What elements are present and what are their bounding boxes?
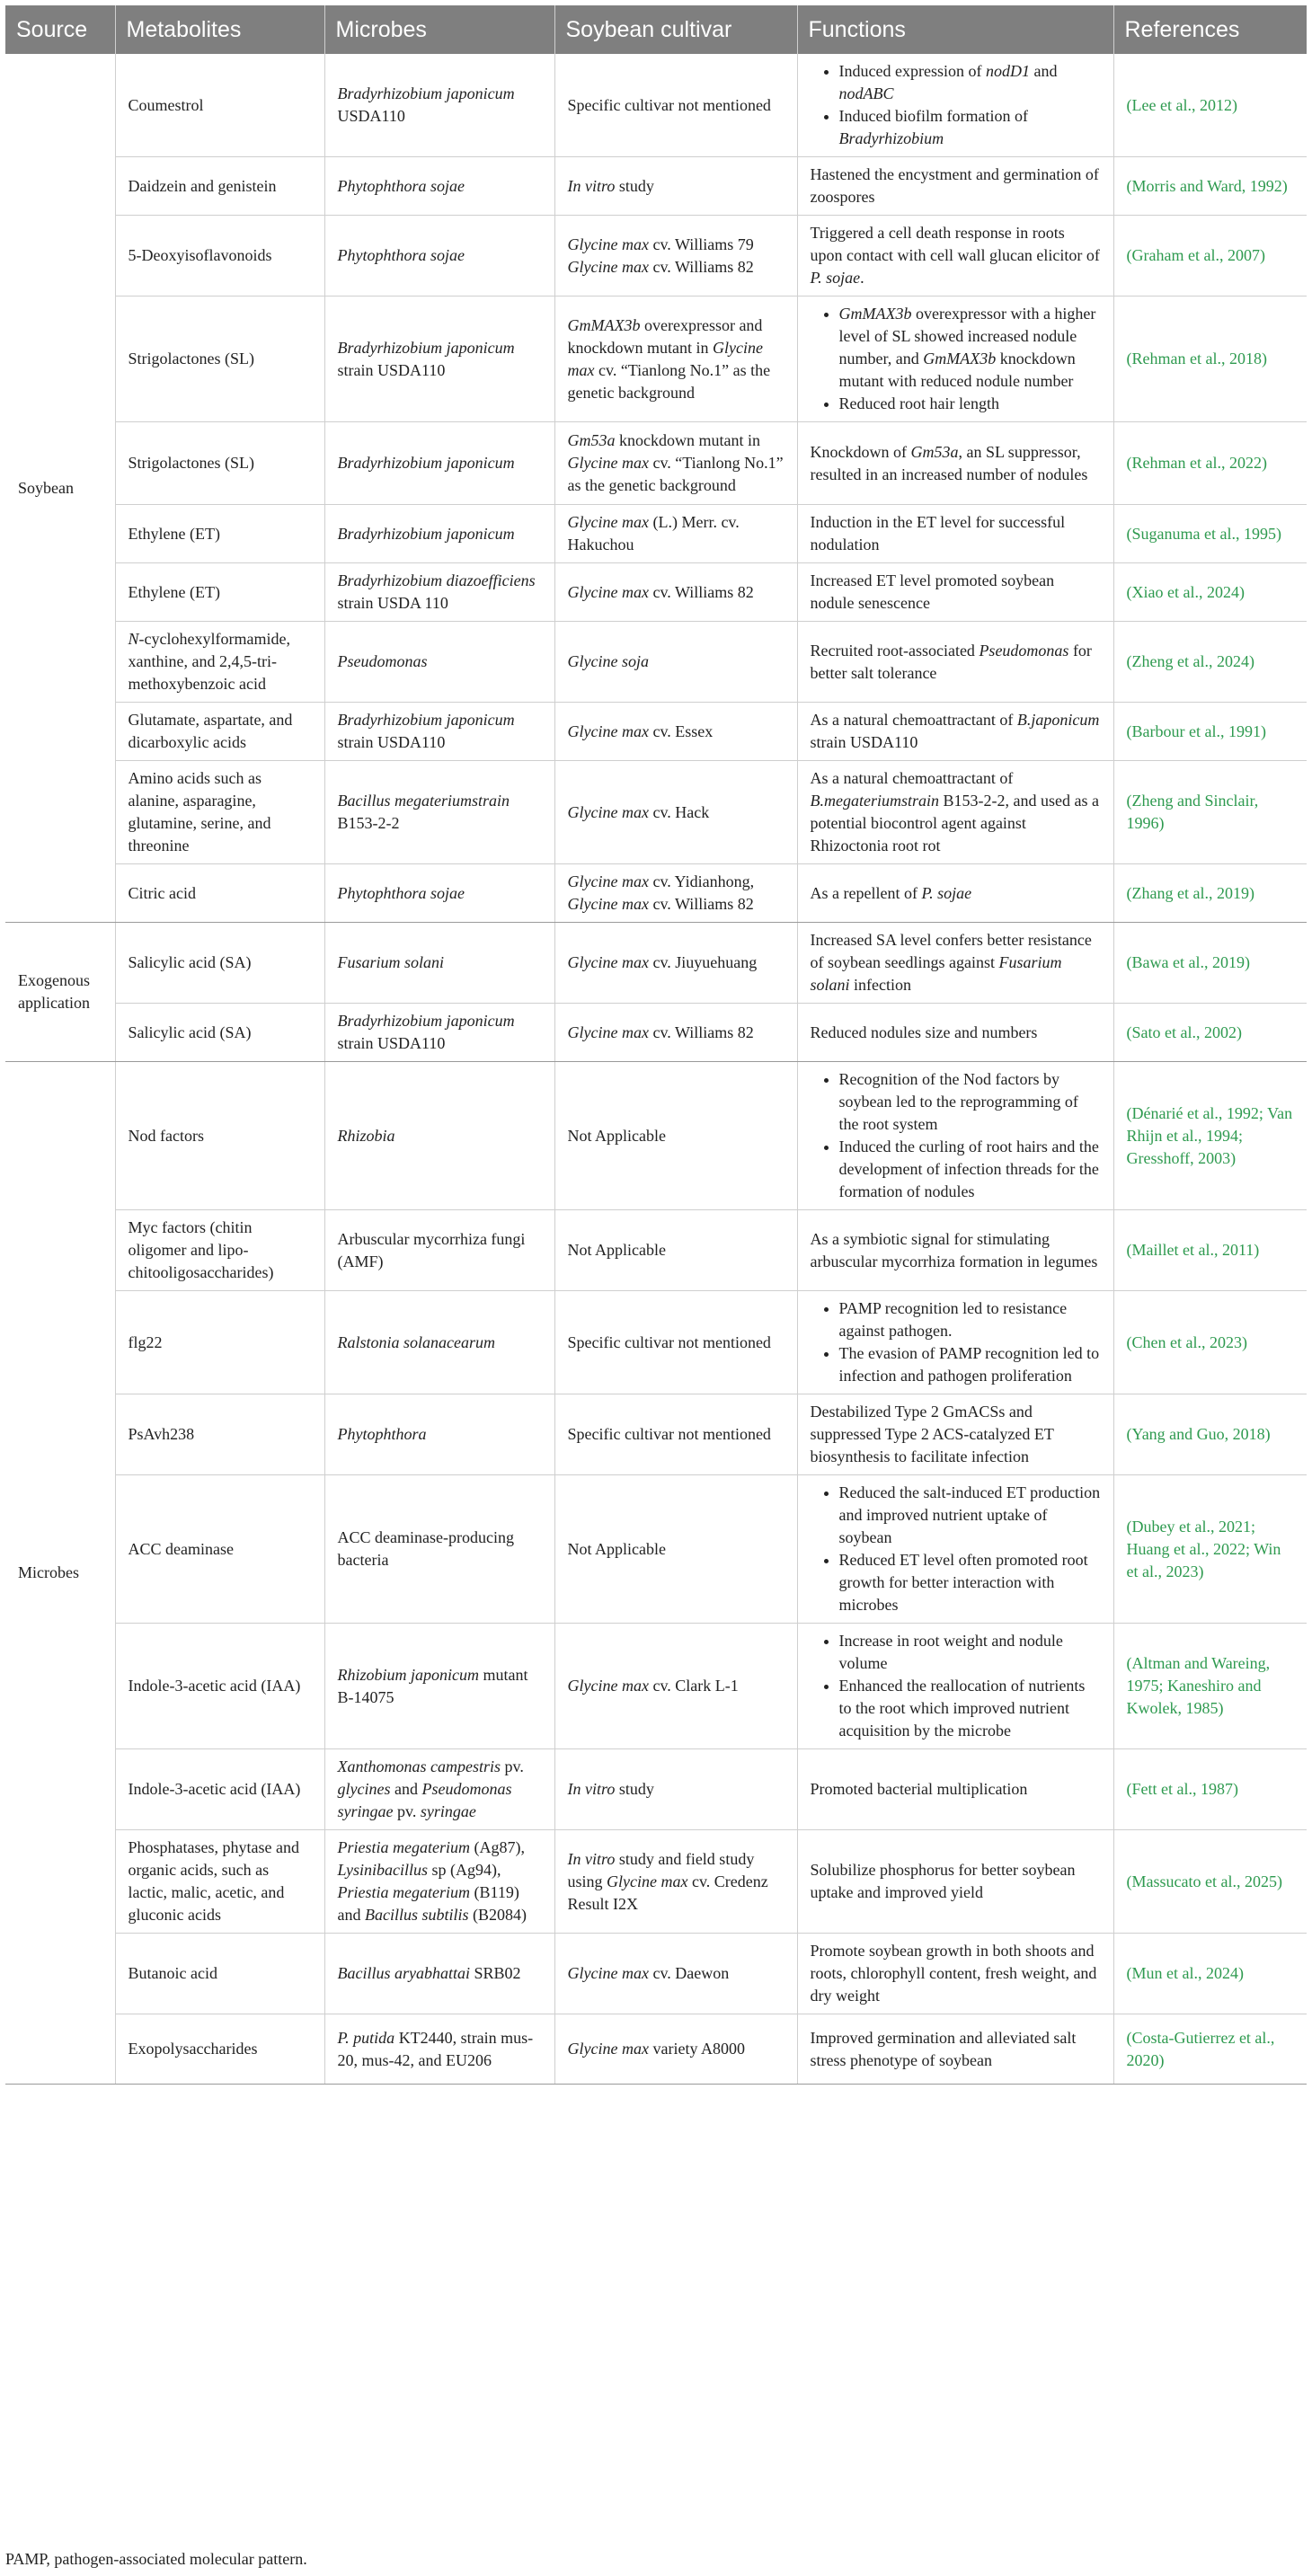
metabolites-cell: Strigolactones (SL) <box>115 297 324 422</box>
microbes-cell: Bacillus aryabhattai SRB02 <box>324 1934 554 2014</box>
table-row <box>5 1934 1307 2014</box>
microbes-cell: Priestia megaterium (Ag87), Lysinibacillus sp (Ag94), Priestia megaterium (B119) and Bacillus subtilis (B2084) <box>324 1830 554 1934</box>
table-row <box>5 297 1307 422</box>
functions-cell: Promoted bacterial multiplication <box>797 1749 1113 1830</box>
functions-cell: As a natural chemoattractant of B.megateriumstrain B153-2-2, and used as a potential biocontrol agent against Rhizoctonia root rot <box>797 761 1113 864</box>
header-soybean-cultivar: Soybean cultivar <box>554 5 797 54</box>
cultivar-cell: Specific cultivar not mentioned <box>554 1291 797 1394</box>
cultivar-cell: Not Applicable <box>554 1062 797 1210</box>
table-row <box>5 216 1307 297</box>
functions-cell <box>797 1062 1113 1210</box>
microbes-cell: Bradyrhizobium japonicum strain USDA110 <box>324 703 554 761</box>
functions-list <box>811 1068 1101 1203</box>
metabolites-cell: Nod factors <box>115 1062 324 1210</box>
cultivar-cell: Glycine max cv. Clark L-1 <box>554 1624 797 1749</box>
references-cell: (Bawa et al., 2019) <box>1113 923 1307 1004</box>
table-row <box>5 422 1307 505</box>
metabolites-cell: Indole-3-acetic acid (IAA) <box>115 1749 324 1830</box>
metabolites-cell: flg22 <box>115 1291 324 1394</box>
references-cell: (Yang and Guo, 2018) <box>1113 1394 1307 1475</box>
functions-cell: Triggered a cell death response in roots upon contact with cell wall glucan elicitor of P. sojae. <box>797 216 1113 297</box>
table-row <box>5 1624 1307 1749</box>
functions-cell <box>797 1475 1113 1624</box>
source-cell: Exogenous application <box>5 923 115 1062</box>
microbes-cell: Bradyrhizobium diazoefficiens strain USDA 110 <box>324 563 554 622</box>
source-cell: Microbes <box>5 1062 115 2085</box>
metabolites-cell: Salicylic acid (SA) <box>115 923 324 1004</box>
cultivar-cell: Specific cultivar not mentioned <box>554 1394 797 1475</box>
functions-cell <box>797 1291 1113 1394</box>
functions-cell <box>797 297 1113 422</box>
header-functions: Functions <box>797 5 1113 54</box>
functions-list-item: • Reduced ET level often promoted root growth for better interaction with microbes <box>839 1549 1101 1616</box>
microbes-cell: ACC deaminase-producing bacteria <box>324 1475 554 1624</box>
table-row <box>5 761 1307 864</box>
table-row <box>5 622 1307 703</box>
functions-list-item: • PAMP recognition led to resistance against pathogen. <box>839 1297 1101 1342</box>
functions-list-item: • Induced the curling of root hairs and the development of infection threads for the formation of nodules <box>839 1136 1101 1203</box>
cultivar-cell: Specific cultivar not mentioned <box>554 54 797 157</box>
cultivar-cell: Gm53a knockdown mutant in Glycine max cv. “Tianlong No.1” as the genetic background <box>554 422 797 505</box>
microbes-cell: Phytophthora sojae <box>324 864 554 923</box>
functions-list <box>811 1630 1101 1742</box>
table-row <box>5 923 1307 1004</box>
metabolites-cell: Strigolactones (SL) <box>115 422 324 505</box>
metabolites-cell: Amino acids such as alanine, asparagine, glutamine, serine, and threonine <box>115 761 324 864</box>
microbes-cell: Ralstonia solanacearum <box>324 1291 554 1394</box>
cultivar-cell: Not Applicable <box>554 1210 797 1291</box>
table-row <box>5 1291 1307 1394</box>
cultivar-cell: Glycine max cv. Essex <box>554 703 797 761</box>
microbes-cell: Xanthomonas campestris pv. glycines and Pseudomonas syringae pv. syringae <box>324 1749 554 1830</box>
metabolites-cell: Butanoic acid <box>115 1934 324 2014</box>
cultivar-cell: Glycine max cv. Jiuyuehuang <box>554 923 797 1004</box>
cultivar-cell: Glycine soja <box>554 622 797 703</box>
functions-list <box>811 303 1101 415</box>
functions-list <box>811 1482 1101 1616</box>
table-row <box>5 1004 1307 1062</box>
references-cell: (Rehman et al., 2022) <box>1113 422 1307 505</box>
table-footnote: PAMP, pathogen-associated molecular pattern. <box>5 2550 307 2568</box>
table-row <box>5 2014 1307 2085</box>
functions-cell: Increased SA level confers better resistance of soybean seedlings against Fusarium solani infection <box>797 923 1113 1004</box>
functions-cell: As a natural chemoattractant of B.japonicum strain USDA110 <box>797 703 1113 761</box>
functions-list-item: • Induced expression of nodD1 and nodABC <box>839 60 1101 105</box>
microbes-cell: Bradyrhizobium japonicum USDA110 <box>324 54 554 157</box>
functions-list <box>811 1297 1101 1387</box>
table-row <box>5 1830 1307 1934</box>
references-cell: (Zheng and Sinclair, 1996) <box>1113 761 1307 864</box>
metabolites-cell: PsAvh238 <box>115 1394 324 1475</box>
metabolites-cell: Citric acid <box>115 864 324 923</box>
table-row <box>5 1475 1307 1624</box>
metabolites-cell: Glutamate, aspartate, and dicarboxylic acids <box>115 703 324 761</box>
references-cell: (Maillet et al., 2011) <box>1113 1210 1307 1291</box>
cultivar-cell: In vitro study <box>554 157 797 216</box>
references-cell: (Rehman et al., 2018) <box>1113 297 1307 422</box>
functions-list-item: • Reduced the salt-induced ET production and improved nutrient uptake of soybean <box>839 1482 1101 1549</box>
references-cell: (Mun et al., 2024) <box>1113 1934 1307 2014</box>
table-row <box>5 1749 1307 1830</box>
microbes-cell: Rhizobia <box>324 1062 554 1210</box>
references-cell: (Zhang et al., 2019) <box>1113 864 1307 923</box>
references-cell: (Dubey et al., 2021; Huang et al., 2022; Win et al., 2023) <box>1113 1475 1307 1624</box>
microbes-cell: Bacillus megateriumstrain B153-2-2 <box>324 761 554 864</box>
table-row <box>5 505 1307 563</box>
cultivar-cell: Glycine max (L.) Merr. cv. Hakuchou <box>554 505 797 563</box>
microbes-cell: P. putida KT2440, strain mus-20, mus-42, and EU206 <box>324 2014 554 2085</box>
functions-cell: Increased ET level promoted soybean nodule senescence <box>797 563 1113 622</box>
microbes-cell: Bradyrhizobium japonicum <box>324 422 554 505</box>
table-row <box>5 703 1307 761</box>
microbes-cell: Bradyrhizobium japonicum <box>324 505 554 563</box>
metabolites-cell: Myc factors (chitin oligomer and lipo-chitooligosaccharides) <box>115 1210 324 1291</box>
functions-cell <box>797 54 1113 157</box>
functions-list-item: • Recognition of the Nod factors by soybean led to the reprogramming of the root system <box>839 1068 1101 1136</box>
functions-cell: Improved germination and alleviated salt stress phenotype of soybean <box>797 2014 1113 2085</box>
functions-cell: As a repellent of P. sojae <box>797 864 1113 923</box>
metabolites-cell: Indole-3-acetic acid (IAA) <box>115 1624 324 1749</box>
functions-cell: Promote soybean growth in both shoots and roots, chlorophyll content, fresh weight, and dry weight <box>797 1934 1113 2014</box>
metabolites-cell: 5-Deoxyisoflavonoids <box>115 216 324 297</box>
metabolites-cell: Coumestrol <box>115 54 324 157</box>
cultivar-cell: Glycine max cv. Daewon <box>554 1934 797 2014</box>
header-references: References <box>1113 5 1307 54</box>
metabolites-cell: ACC deaminase <box>115 1475 324 1624</box>
table-row <box>5 54 1307 157</box>
references-cell: (Sato et al., 2002) <box>1113 1004 1307 1062</box>
metabolites-cell: Ethylene (ET) <box>115 563 324 622</box>
cultivar-cell: Glycine max cv. Williams 82 <box>554 1004 797 1062</box>
references-cell: (Chen et al., 2023) <box>1113 1291 1307 1394</box>
functions-list-item: • Reduced root hair length <box>839 393 1101 415</box>
cultivar-cell: In vitro study and field study using Glycine max cv. Credenz Result I2X <box>554 1830 797 1934</box>
functions-cell <box>797 1624 1113 1749</box>
cultivar-cell: Not Applicable <box>554 1475 797 1624</box>
metabolites-cell: Ethylene (ET) <box>115 505 324 563</box>
references-cell: (Suganuma et al., 1995) <box>1113 505 1307 563</box>
microbes-cell: Rhizobium japonicum mutant B-14075 <box>324 1624 554 1749</box>
functions-cell: Induction in the ET level for successful nodulation <box>797 505 1113 563</box>
references-cell: (Dénarié et al., 1992; Van Rhijn et al., 1994; Gresshoff, 2003) <box>1113 1062 1307 1210</box>
functions-cell: Solubilize phosphorus for better soybean uptake and improved yield <box>797 1830 1113 1934</box>
metabolites-cell: Exopolysaccharides <box>115 2014 324 2085</box>
metabolites-table <box>5 5 1307 2085</box>
microbes-cell: Bradyrhizobium japonicum strain USDA110 <box>324 1004 554 1062</box>
references-cell: (Massucato et al., 2025) <box>1113 1830 1307 1934</box>
cultivar-cell: Glycine max cv. Williams 79 Glycine max cv. Williams 82 <box>554 216 797 297</box>
cultivar-cell: In vitro study <box>554 1749 797 1830</box>
cultivar-cell: Glycine max variety A8000 <box>554 2014 797 2085</box>
header-source: Source <box>5 5 115 54</box>
microbes-cell: Pseudomonas <box>324 622 554 703</box>
functions-list-item: • Increase in root weight and nodule volume <box>839 1630 1101 1675</box>
table-row <box>5 864 1307 923</box>
references-cell: (Fett et al., 1987) <box>1113 1749 1307 1830</box>
functions-cell: Knockdown of Gm53a, an SL suppressor, resulted in an increased number of nodules <box>797 422 1113 505</box>
microbes-cell: Phytophthora sojae <box>324 216 554 297</box>
table-row <box>5 1210 1307 1291</box>
table-row <box>5 1394 1307 1475</box>
header-row <box>5 5 1307 54</box>
header-metabolites: Metabolites <box>115 5 324 54</box>
references-cell: (Graham et al., 2007) <box>1113 216 1307 297</box>
header-microbes: Microbes <box>324 5 554 54</box>
references-cell: (Morris and Ward, 1992) <box>1113 157 1307 216</box>
references-cell: (Altman and Wareing, 1975; Kaneshiro and Kwolek, 1985) <box>1113 1624 1307 1749</box>
functions-list-item: • The evasion of PAMP recognition led to infection and pathogen proliferation <box>839 1342 1101 1387</box>
table-row <box>5 157 1307 216</box>
references-cell: (Barbour et al., 1991) <box>1113 703 1307 761</box>
table-row <box>5 563 1307 622</box>
functions-list-item: • Induced biofilm formation of Bradyrhizobium <box>839 105 1101 150</box>
microbes-cell: Bradyrhizobium japonicum strain USDA110 <box>324 297 554 422</box>
references-cell: (Xiao et al., 2024) <box>1113 563 1307 622</box>
functions-cell: As a symbiotic signal for stimulating arbuscular mycorrhiza formation in legumes <box>797 1210 1113 1291</box>
metabolites-cell: Phosphatases, phytase and organic acids, such as lactic, malic, acetic, and gluconic acids <box>115 1830 324 1934</box>
metabolites-cell: N-cyclohexylformamide, xanthine, and 2,4,5-tri-methoxybenzoic acid <box>115 622 324 703</box>
microbes-cell: Phytophthora <box>324 1394 554 1475</box>
metabolites-cell: Salicylic acid (SA) <box>115 1004 324 1062</box>
functions-cell: Reduced nodules size and numbers <box>797 1004 1113 1062</box>
functions-list <box>811 60 1101 150</box>
references-cell: (Costa-Gutierrez et al., 2020) <box>1113 2014 1307 2085</box>
cultivar-cell: GmMAX3b overexpressor and knockdown mutant in Glycine max cv. “Tianlong No.1” as the genetic background <box>554 297 797 422</box>
cultivar-cell: Glycine max cv. Hack <box>554 761 797 864</box>
functions-list-item: • Enhanced the reallocation of nutrients to the root which improved nutrient acquisition by the microbe <box>839 1675 1101 1742</box>
functions-list-item: • GmMAX3b overexpressor with a higher level of SL showed increased nodule number, and GmMAX3b knockdown mutant with reduced nodule number <box>839 303 1101 393</box>
functions-cell: Hastened the encystment and germination of zoospores <box>797 157 1113 216</box>
cultivar-cell: Glycine max cv. Williams 82 <box>554 563 797 622</box>
table-row <box>5 1062 1307 1210</box>
references-cell: (Zheng et al., 2024) <box>1113 622 1307 703</box>
source-cell: Soybean <box>5 54 115 923</box>
functions-cell: Destabilized Type 2 GmACSs and suppressed Type 2 ACS-catalyzed ET biosynthesis to facilitate infection <box>797 1394 1113 1475</box>
microbes-cell: Phytophthora sojae <box>324 157 554 216</box>
microbes-cell: Arbuscular mycorrhiza fungi (AMF) <box>324 1210 554 1291</box>
functions-cell: Recruited root-associated Pseudomonas for better salt tolerance <box>797 622 1113 703</box>
microbes-cell: Fusarium solani <box>324 923 554 1004</box>
metabolites-cell: Daidzein and genistein <box>115 157 324 216</box>
references-cell: (Lee et al., 2012) <box>1113 54 1307 157</box>
cultivar-cell: Glycine max cv. Yidianhong, Glycine max cv. Williams 82 <box>554 864 797 923</box>
